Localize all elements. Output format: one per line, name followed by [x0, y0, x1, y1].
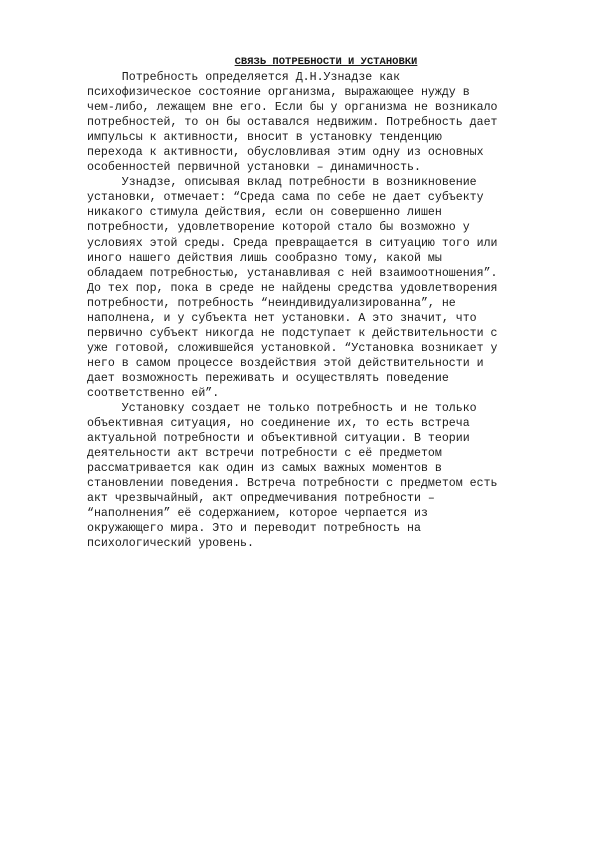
text-line: него в самом процессе воздействия этой действительности и	[87, 356, 484, 370]
text-line: обладаем потребностью, устанавливая с ней взаимоотношения”.	[87, 266, 498, 280]
text-line: акт чрезвычайный, акт опредмечивания потребности –	[87, 492, 435, 506]
text-line: условиях этой среды. Среда превращается в ситуацию того или	[87, 236, 498, 250]
text-line: потребности, удовлетворение которой стало бы возможно у	[87, 221, 470, 235]
text-line: особенностей первичной установки – динамичность.	[87, 161, 421, 175]
paragraph-2	[87, 175, 547, 401]
document-title: СВЯЗЬ ПОТРЕБНОСТИ И УСТАНОВКИ	[234, 56, 418, 68]
text-line: потребности, потребность “неиндивидуализированна”, не	[87, 296, 456, 310]
text-line: установки, отмечает: “Среда сама по себе не дает субъекту	[87, 191, 484, 205]
text-line: Установку создает не только потребность и не только	[87, 402, 477, 416]
paragraph-3	[87, 401, 547, 551]
text-line: психофизическое состояние организма, выражающее нужду в	[87, 86, 470, 100]
text-line: “наполнения” её содержанием, которое черпается из	[87, 507, 428, 521]
text-line: соответственно ей”.	[87, 386, 220, 400]
text-line: Узнадзе, описывая вклад потребности в возникновение	[87, 176, 477, 190]
text-line: объективная ситуация, но соединение их, то есть встреча	[87, 417, 470, 431]
paragraph-1	[87, 70, 547, 175]
text-line: перехода к активности, обусловливая этим одну из основных	[87, 146, 484, 160]
text-line: первично субъект никогда не подступает к действительности с	[87, 326, 498, 340]
text-line: актуальной потребности и объективной ситуации. В теории	[87, 432, 470, 446]
text-line: становлении поведения. Встреча потребности с предметом есть	[87, 477, 498, 491]
text-line: никакого стимула действия, если он совершенно лишен	[87, 206, 442, 220]
text-line: деятельности акт встречи потребности с её предметом	[87, 447, 442, 461]
text-line: уже готовой, сложившейся установкой. “Установка возникает у	[87, 341, 498, 355]
text-line: дает возможность переживать и осуществлять поведение	[87, 371, 449, 385]
text-line: Потребность определяется Д.Н.Узнадзе как	[87, 71, 401, 84]
text-line: чем-либо, лежащем вне его. Если бы у организма не возникало	[87, 101, 498, 115]
text-line: наполнена, и у субъекта нет установки. А это значит, что	[87, 311, 477, 325]
text-line: окружающего мира. Это и переводит потребность на	[87, 522, 421, 536]
text-line: импульсы к активности, вносит в установку тенденцию	[87, 131, 442, 145]
text-line: До тех пор, пока в среде не найдены средства удовлетворения	[87, 281, 498, 295]
text-line: иного нашего действия лишь сообразно тому, какой мы	[87, 251, 442, 265]
text-line: потребностей, то он бы оставался недвижим. Потребность дает	[87, 116, 498, 130]
document-body	[87, 55, 547, 552]
text-line: психологический уровень.	[87, 537, 254, 551]
text-line: рассматривается как один из самых важных моментов в	[87, 462, 442, 476]
